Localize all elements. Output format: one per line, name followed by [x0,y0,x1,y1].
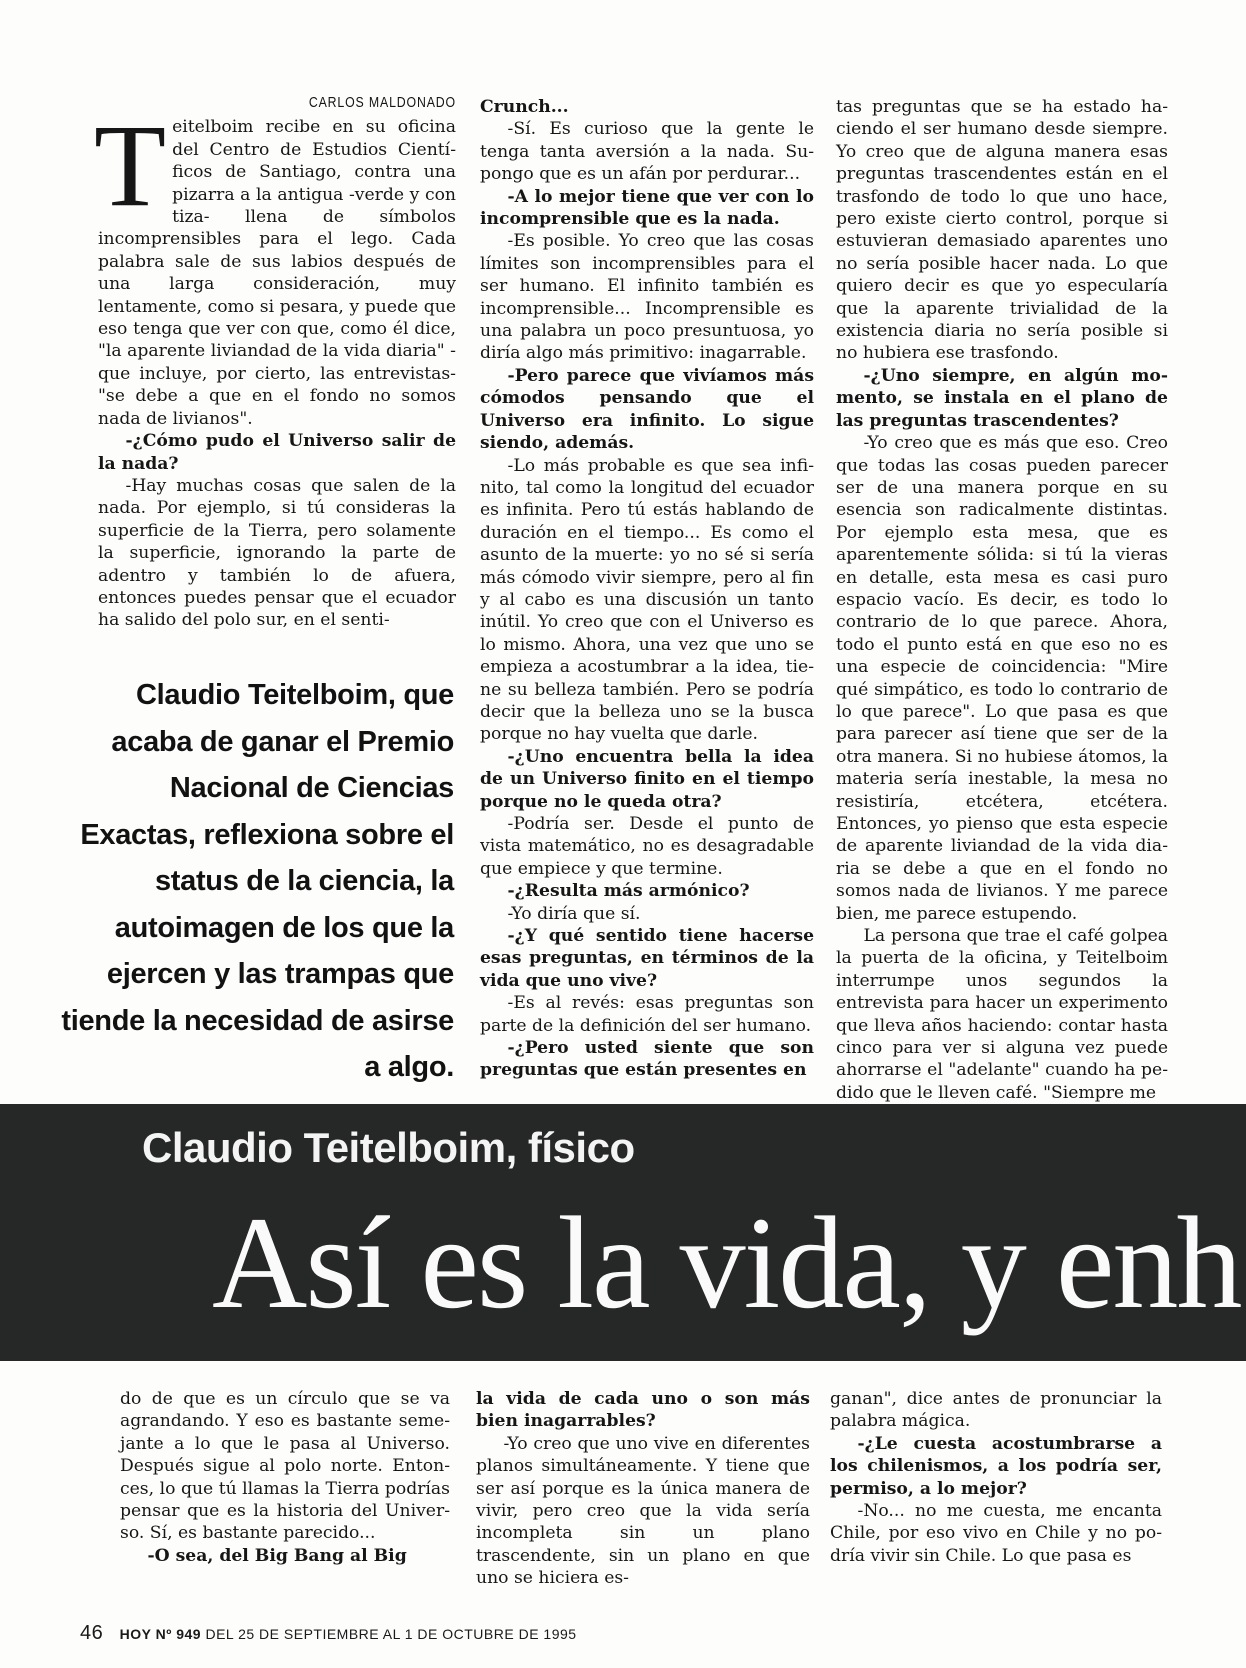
question: -¿Y qué sentido tiene hacerse esas preguntas, en términos de la vida que uno vive? [480,926,814,991]
article-column-3 [836,96,1168,1104]
headline-title: Así es la vida, y enh [212,1189,1241,1336]
answer: -Lo más probable es que sea infinito, tal como la longitud del ecuador es infinita. Pero tú estás hablando de duración en el tiempo... Es como el asunto de la muerte: yo no sé si sería más cómodo vivir siempre, pero al fin y al cabo es una discusión un tanto inútil. Yo creo que con el Universo es lo mismo. Ahora, una vez que uno se empieza a acostumbrar a la idea, tiene su belleza también. Pero se podría decir que la belleza uno se la busca porque no hay vuelta que darle. [480,455,814,745]
article-column-6 [830,1388,1162,1567]
headline-kicker: Claudio Teitelboim, físico [142,1124,635,1171]
answer: -Podría ser. Desde el punto de vista matemático, no es desagradable que empiece y que termine. [480,814,814,879]
question: -¿Pero usted siente que son preguntas que están presentes en [480,1038,814,1081]
page-footer [80,1622,577,1645]
question: la vida de cada uno o son más bien inagarrables? [476,1389,810,1432]
drop-cap: T [94,100,167,232]
answer: do de que es un círculo que se va agrandando. Y eso es bastante semejante a lo que le pasa al Universo. Después sigue al polo norte. Entonces, lo que tú llamas la Tierra podrías pensar que es la historia del Universo. Sí, es bastante parecido... [120,1389,450,1544]
answer: -No... no me cuesta, me encanta Chile, por eso vivo en Chile y no podría vivir sin Chile. Lo que pasa es [830,1501,1162,1566]
answer: -Yo creo que es más que eso. Creo que todas las cosas pueden parecer ser de una manera porque en su esencia son radicalmente distintas. Por ejemplo esta mesa, que es aparentemente sólida: si tú la vieras en detalle, esta mesa es casi puro espacio vacío. Es decir, es todo lo contrario de lo que parece. Ahora, todo el punto está en que eso no es una especie de coincidencia: "Mire qué simpático, es todo lo contrario de lo que parece". Lo que pasa es que para parecer así tiene que ser de la otra manera. Si no hubiese átomos, la materia sería inestable, la mesa no resistiría, etcétera, etcétera. Entonces, yo pienso que esta especie de aparente liviandad de la vida diaria se debe a que en el fondo no somos nada de livianos. Y me parece bien, me parece estupendo. [836,433,1168,924]
answer: ganan", dice antes de pronunciar la palabra mágica. [830,1389,1162,1432]
question: -¿Uno encuentra bella la idea de un Universo finito en el tiempo porque no le queda otra? [480,746,814,812]
answer: -Es al revés: esas preguntas son parte de la definición del ser humano. [480,993,814,1036]
article-column-4 [120,1388,450,1567]
headline-banner [0,1104,1246,1361]
answer: -Hay muchas cosas que salen de la nada. Por ejemplo, si tú consideras la superficie de la Tierra, pero solamente la superficie, ignorando la parte de adentro y también lo de afuera, entonces puedes pensar que el ecuador ha salido del polo sur, en el senti- [98,475,456,631]
question: -A lo mejor tiene que ver con lo incomprensible que es la nada. [480,186,814,230]
answer: -Yo diría que sí. [507,903,641,924]
issue-dates: DEL 25 DE SEPTIEMBRE AL 1 DE OCTUBRE DE 1995 [205,1626,577,1642]
magazine-issue: HOY Nº 949 [119,1626,202,1642]
question: -O sea, del Big Bang al Big [147,1545,407,1566]
byline: CARLOS MALDONADO [308,95,456,111]
question: -Pero parece que vivíamos más cómodos pensando que el Universo era infinito. Lo sigue siendo, además. [480,365,814,454]
answer: -Yo creo que uno vive en diferentes planos simultáneamente. Y tiene que ser así porque es la única manera de vivir, pero creo que la vida sería incompleta sin un plano trascendente, sin un plano en que uno se hiciera es- [476,1433,810,1589]
narrative-paragraph: La persona que trae el café golpea la puerta de la oficina, y Teitelboim interrumpe unos segundos la entrevista para hacer un experimento que lleva años haciendo: contar hasta cinco para ver si alguna vez puede ahorrarse el "adelante" cuando ha pedido que le lleven café. "Siempre me [836,926,1168,1103]
question: -¿Resulta más armónico? [507,881,750,902]
answer: -Sí. Es curioso que la gente le tenga tanta aversión a la nada. Supongo que es un afán por perdurar... [480,119,814,185]
page-number: 46 [80,1622,104,1644]
answer: tas preguntas que se ha estado haciendo el ser humano desde siempre. Yo creo que de alguna manera esas preguntas trascendentes están en el trasfondo de todo lo que uno hace, pero existe cierto control, porque si estuvieran demasiado aparentes uno no sería posible hacer nada. Lo que quiero decir es que yo especularía que la aparente trivialidad de la existencia diaria no sería posible si no hubiera ese trasfondo. [836,97,1168,364]
question: -¿Le cuesta acostumbrarse a los chilenismos, a los podría ser, permiso, a lo mejor? [830,1433,1162,1499]
article-column-2 [480,96,814,1082]
article-column-1 [94,92,456,632]
article-column-5 [476,1388,810,1590]
question: Crunch... [480,97,569,117]
answer: -Es posible. Yo creo que las cosas límites son incomprensibles para el ser humano. El infinito también es incomprensible... Incomprensible es una palabra un poco presuntuosa, yo diría algo más primitivo: inagarrable. [480,231,814,364]
pull-quote: Claudio Teitelboim, que acaba de ganar el Premio Nacional de Ciencias Exactas, reflexiona sobre el status de la ciencia, la autoimagen de los que la ejercen y las trampas que tiende la necesidad de asirse a algo. [61,679,454,1083]
intro-paragraph: eitelboim recibe en su oficina del Centro de Estudios Científicos de Santiago, contra una pizarra a la antigua -verde y con tiza- llena de símbolos incomprensibles para el lego. Cada palabra sale de sus labios después de una larga consideración, muy lentamente, como si pesara, y puede que eso tenga que ver con que, como él dice, "la aparente liviandad de la vida diaria" -que incluye, por cierto, las entrevistas- "se debe a que en el fondo no somos nada de livianos". [98,117,456,429]
question: -¿Uno siempre, en algún momento, se instala en el plano de las preguntas trascendentes? [836,365,1168,431]
question: -¿Cómo pudo el Universo salir de la nada? [98,431,456,474]
